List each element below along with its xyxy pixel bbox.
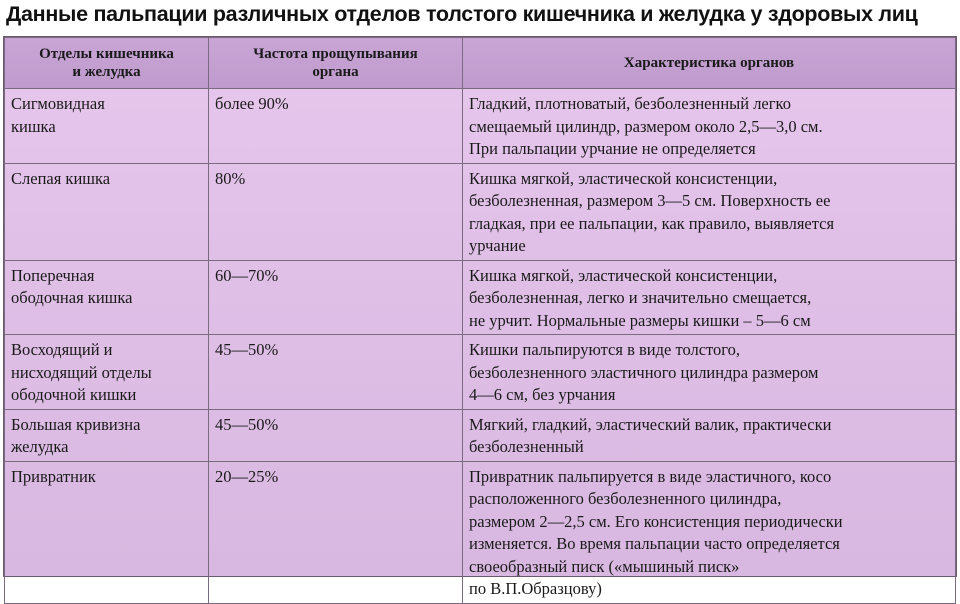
- organ-cell: Восходящий и нисходящий отделы ободочной кишки: [5, 335, 209, 410]
- organ-cell: Поперечная ободочная кишка: [5, 260, 209, 335]
- table-row: [5, 163, 956, 260]
- frequency-cell: 45—50%: [209, 335, 463, 410]
- description-cell: Мягкий, гладкий, эластический валик, практически безболезненный: [463, 409, 956, 461]
- organ-cell: Слепая кишка: [5, 163, 209, 260]
- description-cell: Гладкий, плотноватый, безболезненный легко смещаемый цилиндр, размером около 2,5—3,0 см. При пальпации урчание не определяется: [463, 89, 956, 164]
- palpation-table: [4, 37, 956, 604]
- table-row: [5, 461, 956, 603]
- frequency-cell: 45—50%: [209, 409, 463, 461]
- description-cell: Кишка мягкой, эластической консистенции, безболезненная, размером 3—5 см. Поверхность ее гладкая, при ее пальпации, как правило, выявляется урчание: [463, 163, 956, 260]
- frequency-cell: 20—25%: [209, 461, 463, 603]
- table-row: [5, 409, 956, 461]
- frequency-cell: более 90%: [209, 89, 463, 164]
- frequency-cell: 80%: [209, 163, 463, 260]
- table-row: [5, 260, 956, 335]
- table-row: [5, 335, 956, 410]
- header-palpation-frequency: Частота прощупывания органа: [209, 38, 463, 89]
- description-cell: Кишки пальпируются в виде толстого, безболезненного эластичного цилиндра размером 4—6 см, без урчания: [463, 335, 956, 410]
- organ-cell: Сигмовидная кишка: [5, 89, 209, 164]
- header-organ-characteristics: Характеристика органов: [463, 38, 956, 89]
- table-header-row: [5, 38, 956, 89]
- organ-cell: Привратник: [5, 461, 209, 603]
- page-title: Данные пальпации различных отделов толстого кишечника и желудка у здоровых лиц: [6, 2, 918, 26]
- description-cell: Привратник пальпируется в виде эластичного, косо расположенного безболезненного цилиндра, размером 2—2,5 см. Его консистенция периодически изменяется. Во время пальпации часто определяется своеобразный писк («мышиный писк» по В.П.Образцову): [463, 461, 956, 603]
- frequency-cell: 60—70%: [209, 260, 463, 335]
- palpation-table-container: [3, 36, 957, 598]
- header-organ-section: Отделы кишечника и желудка: [5, 38, 209, 89]
- table-row: [5, 89, 956, 164]
- organ-cell: Большая кривизна желудка: [5, 409, 209, 461]
- description-cell: Кишка мягкой, эластической консистенции, безболезненная, легко и значительно смещается, не урчит. Нормальные размеры кишки – 5—6 см: [463, 260, 956, 335]
